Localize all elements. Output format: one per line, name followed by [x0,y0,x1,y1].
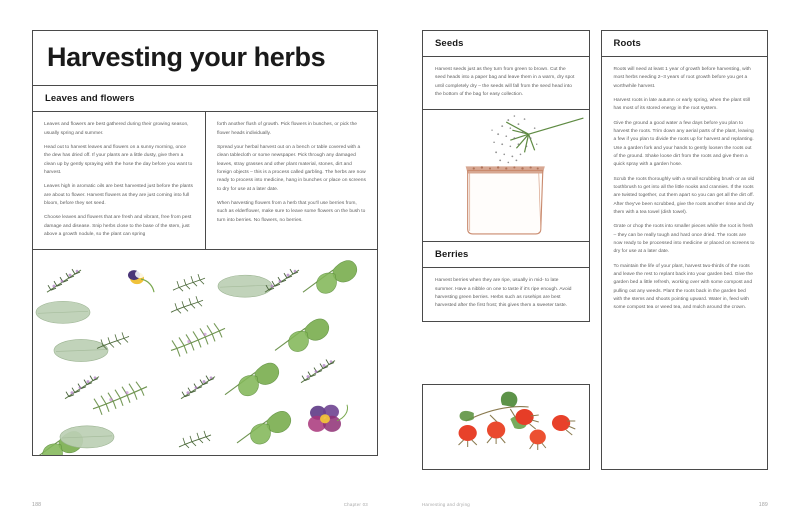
art-row-2 [36,297,329,362]
illustration-seed-head-and-bag [422,110,590,242]
section-heading-label: Leaves and flowers [45,93,135,105]
section-heading-seeds [422,30,590,57]
right-column-roots [601,30,769,470]
section-body-leaves-and-flowers [32,112,378,250]
paragraph: Grate or chop the roots into smaller pieces while the root is fresh – they can be really tough and hard once dried. The roots are now ready to be processed into medicine or placed on screens to dry for use at a later date. [613,224,755,255]
paragraph: Leaves high in aromatic oils are best harvested just before the plants are about to flower. Harvest flowers as they are just coming into full bloom, before they set seed. [44,184,193,206]
paragraph: Harvest berries when they are ripe, usually in mid- to late summer. Have a nibble on one to taste if it's ripe enough. Avoid harvesting green berries. Herbs such as rosehips are best harvested after the first frost; this gives them a sweeter taste. [435,278,572,309]
left-page-spacer [32,456,378,522]
section-heading-roots [601,30,769,57]
paragraph: Roots will need at least 1 year of growth before harvesting, with most herbs needing 2–3 years of root growth before you get a worthwhile harvest. [613,67,751,89]
paragraph: Harvest seeds just as they turn from green to brown. Cut the seed heads into a paper bag and leave them in a warm, dry spot until completely dry – the seeds will fall from the seed head into the bottom of the bag for easy collection. [435,67,575,97]
rosehips-svg [423,385,589,469]
page-title-box [32,30,378,86]
paragraph: Harvest roots in late autumn or early spring, when the plant still has most of its stored energy in the root system. [613,97,750,112]
paragraph: When harvesting flowers from a herb that you'll use berries from, such as elderflower, make sure to leave some flowers on the bush to turn into berries. No flowers, no berries. [217,200,366,223]
illustration-herbs-leaves-and-flowers [32,250,378,456]
body-column-left [33,112,205,249]
left-page-footer [32,502,368,508]
art-row-4 [33,426,211,455]
body-column-right [205,112,377,249]
art-row-1 [47,261,357,298]
paragraph: Head out to harvest leaves and flowers on a sunny morning, once the dew has dried off. If your plants are a little dusty, give them a clean up by gently spraying with the hose the day before you want to harvest. [44,145,193,175]
paragraph: Choose leaves and flowers that are fresh and vibrant, free from pest damage and disease. Snip herbs close to the base of the stem, just above a growth nodule, so the plant can spring [44,215,192,237]
paragraph: Give the ground a good water a few days before you plan to harvest the roots. Trim down any aerial parts of the plant, leaving a few if you plan to divide the roots up for harvest and replanting. Use a garden fork and your hands to gently loosen the roots out of the ground. Shake loose dirt from the roots and give them a quick spray with a garden hose. [613,120,754,168]
right-page [400,0,800,522]
right-column-seeds-berries [422,30,590,470]
page-number: 188 [32,502,42,508]
right-page-footer [422,502,768,508]
section-heading-label: Roots [613,38,641,49]
berries-spacer [422,322,590,384]
section-body-roots [601,57,769,470]
seed-bag-svg [423,110,589,241]
running-head-label: Harvesting and drying [422,502,470,507]
paragraph: Leaves and flowers are best gathered during their growing season, usually spring and summer. [44,122,189,136]
page-title: Harvesting your herbs [47,42,326,72]
section-heading-leaves-and-flowers [32,86,378,112]
paragraph: To maintain the life of your plant, harvest two-thirds of the roots and leave the rest to replant back into your garden bed. Give the garden bed a little refresh, working over with some compost and pulling out any weeds. Plant the roots back in the garden bed with the stems and shoots pointing upward. Water in, feed with some compost tea or weed tea, and mulch around the crown. [613,263,753,311]
illustration-rosehip-berries [422,384,590,470]
paragraph: forth another flush of growth. Pick flowers in bunches, or pick the flower heads individually. [217,122,357,136]
section-heading-label: Seeds [435,38,464,49]
section-body-seeds [422,57,590,110]
page-number: 189 [758,502,768,508]
paragraph: Scrub the roots thoroughly with a small scrubbing brush or an old toothbrush to get into all the little nooks and crannies. If the roots are twisted together, cut them apart so you can get all the dirt off. After they've been scrubbed, give the roots another rinse and dry them with a tea towel (dish towel). [613,176,755,215]
section-body-berries [422,268,590,321]
paragraph: Spread your herbal harvest out on a bench or table covered with a clean tablecloth or some newspaper. Pick through any damaged leaves, stray grasses and other plant material, stones, dirt and foreign objects – this is a process called garbling. The herbs are now ready to process into medicine, hang in bunches or place on screens to dry for use at a later date. [217,145,366,192]
section-heading-berries [422,242,590,268]
herbs-watercolour-svg [33,250,377,455]
section-heading-label: Berries [435,249,469,261]
chapter-label: Chapter 03 [343,502,368,507]
